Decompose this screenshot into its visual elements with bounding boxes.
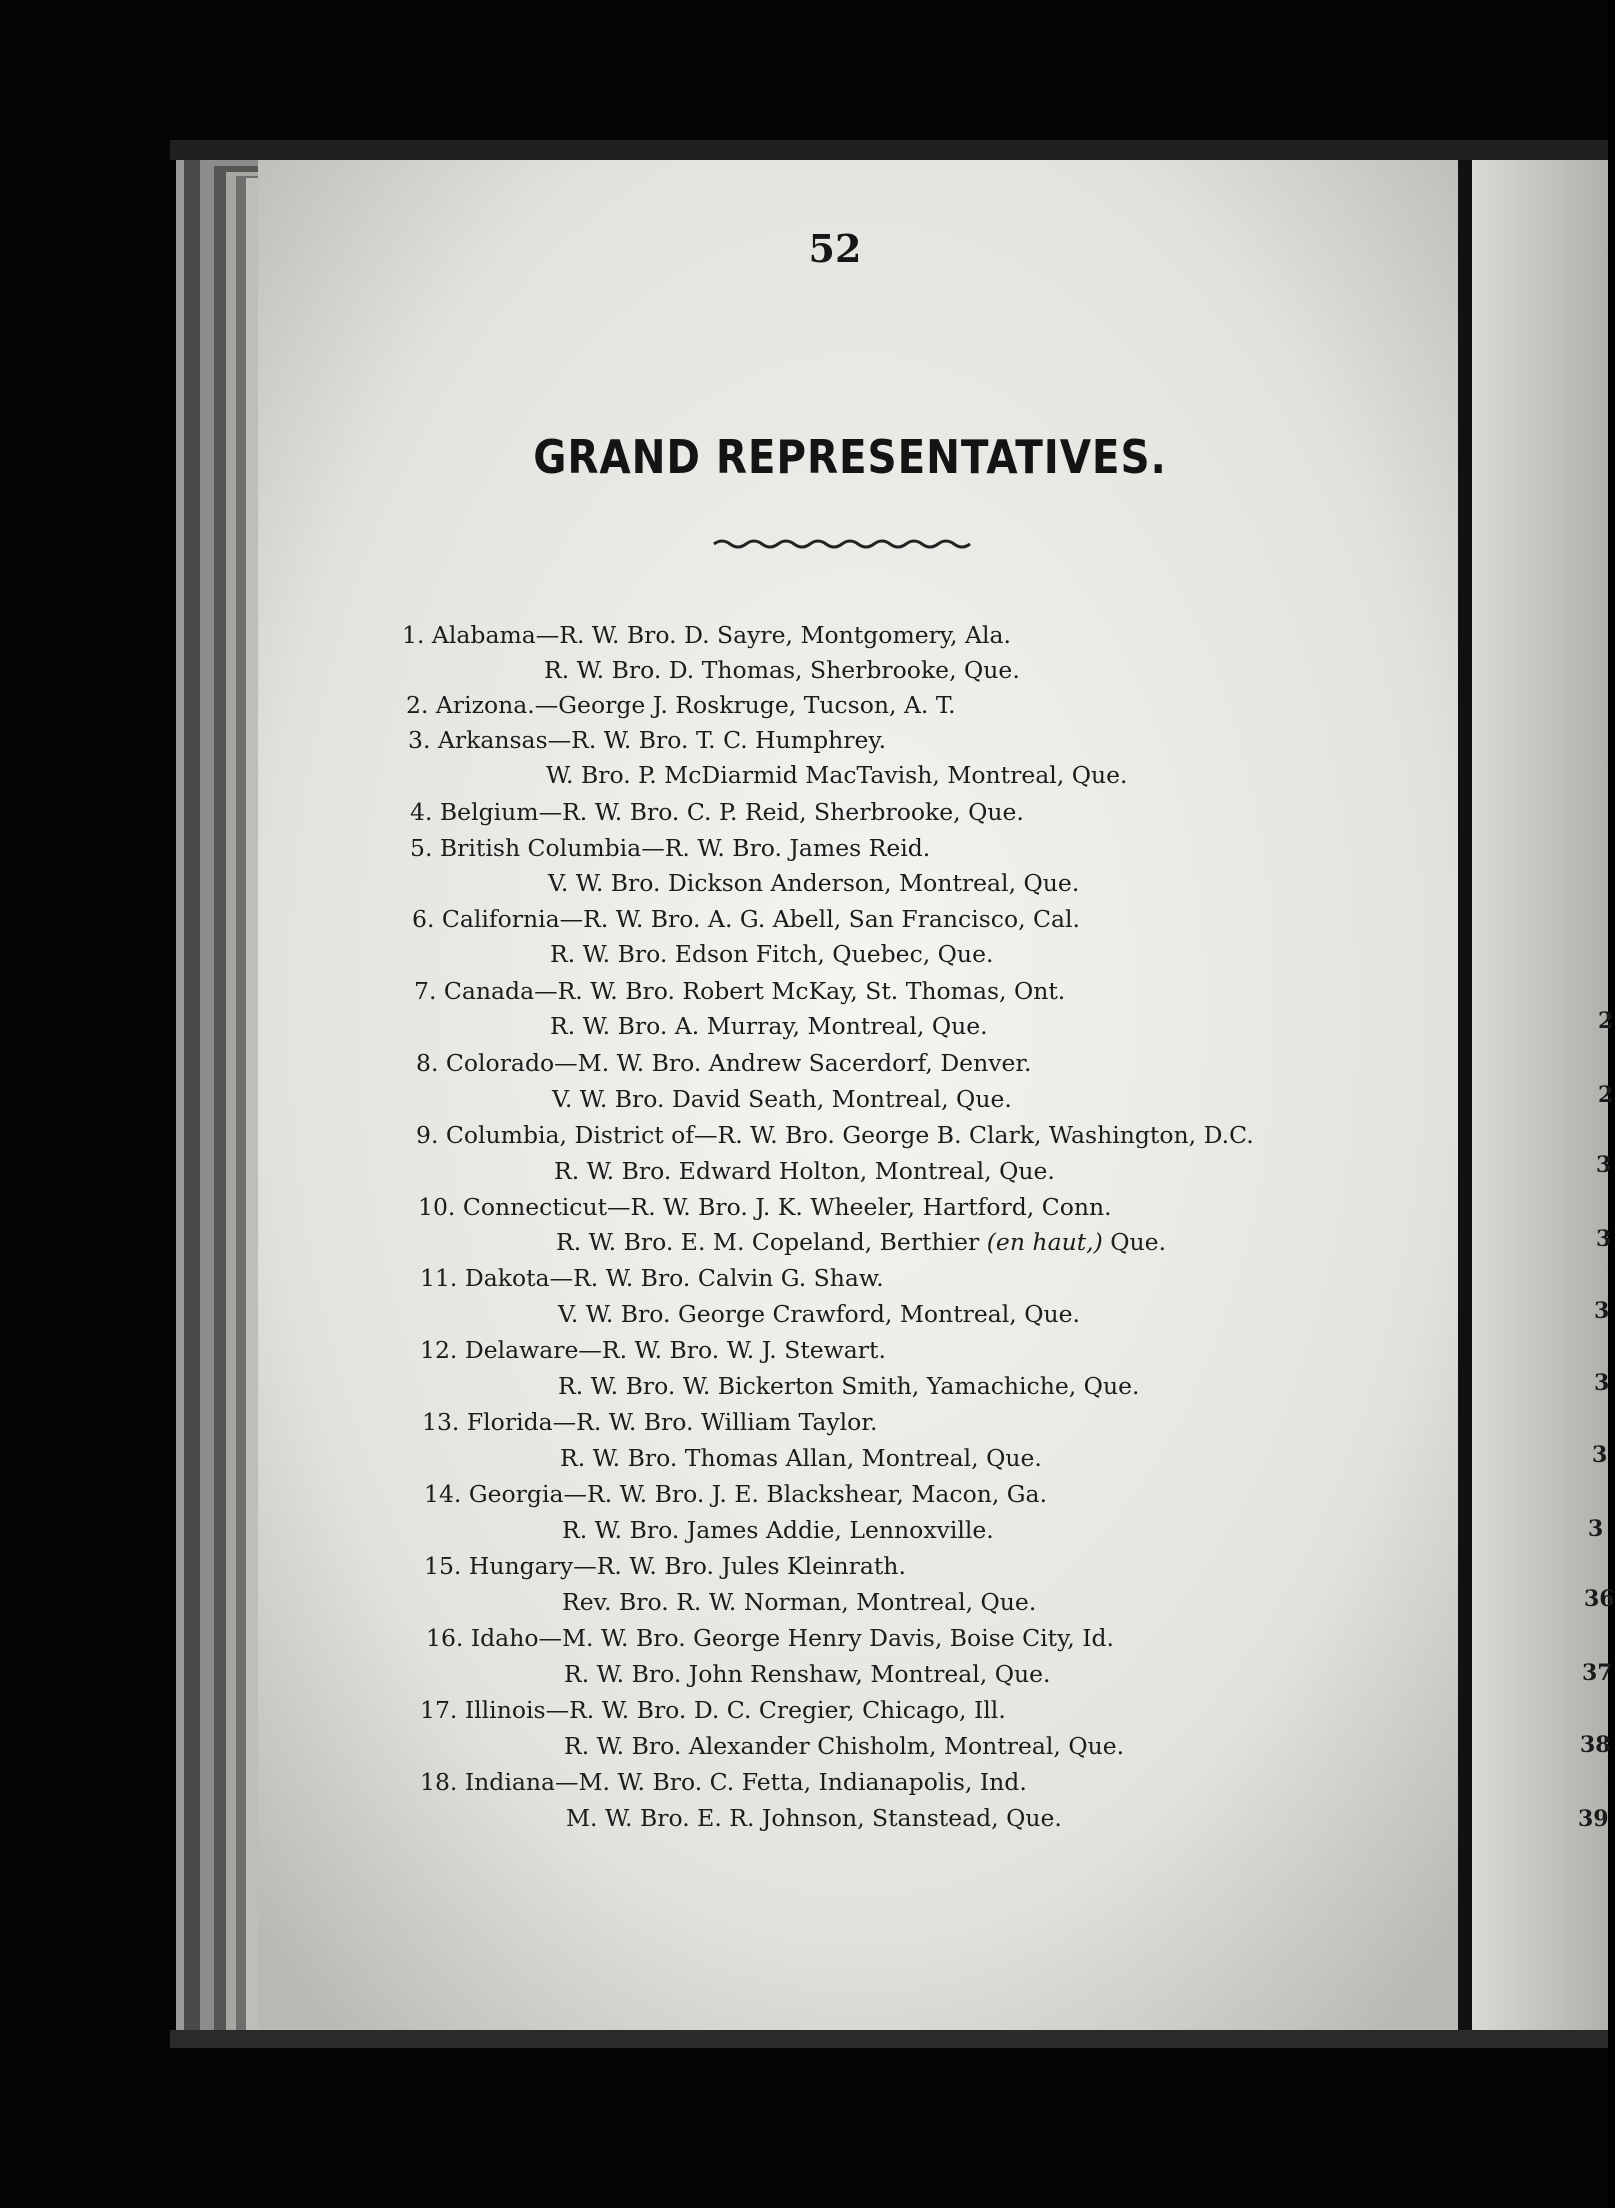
entry-after-note: Que. [1102,1228,1167,1256]
entry-representative: —R. W. Bro. Robert McKay, St. Thomas, Ont. [534,977,1066,1005]
list-item [414,977,1066,1005]
entry-representative: —R. W. Bro. D. Sayre, Montgomery, Ala. [535,621,1011,649]
entry-state: Colorado [445,1049,555,1077]
margin-number: 3 [1594,1298,1610,1324]
entry-state: Delaware [464,1336,579,1364]
entry-state: Georgia [468,1480,564,1508]
entry-representative: R. W. Bro. A. Murray, Montreal, Que. [550,1012,988,1040]
margin-number: 3 [1596,1226,1612,1252]
list-item [418,1193,1112,1221]
entry-state: Belgium [439,798,539,826]
margin-number: 2 [1598,1082,1614,1108]
entry-number: 13. [422,1408,460,1436]
list-item [410,798,1024,826]
entry-state: Canada [443,977,535,1005]
entry-representative: V. W. Bro. David Seath, Montreal, Que. [552,1085,1012,1113]
entry-state: Hungary [468,1552,574,1580]
entry-state: Connecticut [462,1193,608,1221]
margin-number: 3 [1592,1442,1608,1468]
entry-state: Indiana [464,1768,555,1796]
entry-representative: R. W. Bro. E. M. Copeland, Berthier [556,1228,980,1256]
margin-number: 36 [1584,1586,1615,1612]
entry-representative: —R. W. Bro. D. C. Cregier, Chicago, Ill. [545,1696,1006,1724]
entry-state: Arkansas [437,726,548,754]
entry-number: 17. [420,1696,458,1724]
entry-state: Dakota [464,1264,550,1292]
margin-number: 3 [1594,1370,1610,1396]
ornamental-divider [712,534,974,552]
list-item [416,1049,1032,1077]
entry-italic-note: (en haut,) [986,1228,1103,1256]
entry-representative: —R. W. Bro. William Taylor. [552,1408,878,1436]
margin-number: 3 [1588,1516,1604,1542]
list-item [426,1624,1114,1652]
list-item [420,1336,886,1364]
entry-number: 4. [410,798,433,826]
list-item [420,1768,1027,1796]
entry-state: Illinois [464,1696,546,1724]
list-item [412,905,1081,933]
entry-representative: —R. W. Bro. T. C. Humphrey. [547,726,887,754]
entry-representative: —R. W. Bro. W. J. Stewart. [578,1336,886,1364]
list-item [420,1264,884,1292]
list-item [410,834,931,862]
margin-number: 2 [1598,1008,1614,1034]
entry-representative: R. W. Bro. D. Thomas, Sherbrooke, Que. [544,656,1020,684]
entry-number: 1. [402,621,425,649]
entry-state: Columbia, District of [445,1121,695,1149]
list-item [406,691,956,719]
list-item [408,726,887,754]
entry-representative: M. W. Bro. E. R. Johnson, Stanstead, Que. [566,1804,1062,1832]
entry-state: California [441,905,560,933]
entry-number: 8. [416,1049,439,1077]
entry-representative: W. Bro. P. McDiarmid MacTavish, Montreal, Que. [546,761,1128,789]
entry-representative: —R. W. Bro. George B. Clark, Washington, D.C. [694,1121,1254,1149]
margin-number: 3 [1596,1152,1612,1178]
entry-number: 9. [416,1121,439,1149]
entry-representative: —M. W. Bro. George Henry Davis, Boise City, Id. [538,1624,1114,1652]
entry-state: Florida [466,1408,553,1436]
margin-number: 38 [1580,1732,1611,1758]
entry-representative: Rev. Bro. R. W. Norman, Montreal, Que. [562,1588,1037,1616]
entry-number: 14. [424,1480,462,1508]
list-item [402,621,1011,649]
entry-number: 7. [414,977,437,1005]
entry-representative: —M. W. Bro. Andrew Sacerdorf, Denver. [554,1049,1032,1077]
entry-representative: R. W. Bro. Thomas Allan, Montreal, Que. [560,1444,1042,1472]
entry-number: 6. [412,905,435,933]
entry-representative: —George J. Roskruge, Tucson, A. T. [534,691,956,719]
entry-number: 15. [424,1552,462,1580]
entry-representative: R. W. Bro. Alexander Chisholm, Montreal, Que. [564,1732,1125,1760]
entry-representative: —R. W. Bro. James Reid. [641,834,931,862]
list-item [416,1121,1254,1149]
entry-representative: —R. W. Bro. J. K. Wheeler, Hartford, Conn. [607,1193,1112,1221]
entry-representative-line [556,1228,1167,1256]
entry-representative: —M. W. Bro. C. Fetta, Indianapolis, Ind. [555,1768,1027,1796]
entry-representative: —R. W. Bro. C. P. Reid, Sherbrooke, Que. [538,798,1024,826]
entry-state: Arizona. [435,691,535,719]
entry-representative: —R. W. Bro. J. E. Blackshear, Macon, Ga. [563,1480,1048,1508]
entry-representative: R. W. Bro. Edson Fitch, Quebec, Que. [550,940,994,968]
margin-number: 37 [1582,1660,1613,1686]
entry-number: 2. [406,691,429,719]
entry-number: 16. [426,1624,464,1652]
entry-representative: V. W. Bro. George Crawford, Montreal, Que. [558,1300,1081,1328]
entry-state: Alabama [431,621,536,649]
page-number: 52 [808,226,862,271]
list-item [420,1696,1006,1724]
entry-representative: —R. W. Bro. Jules Kleinrath. [573,1552,906,1580]
entry-representative: —R. W. Bro. Calvin G. Shaw. [549,1264,884,1292]
entry-representative: R. W. Bro. W. Bickerton Smith, Yamachiche, Que. [558,1372,1140,1400]
entry-representative: —R. W. Bro. A. G. Abell, San Francisco, Cal. [559,905,1081,933]
entry-state: British Columbia [439,834,642,862]
list-item [424,1552,906,1580]
entry-number: 10. [418,1193,456,1221]
page-title: GRAND REPRESENTATIVES. [533,430,1167,484]
entry-number: 12. [420,1336,458,1364]
entry-number: 18. [420,1768,458,1796]
entry-representative: R. W. Bro. Edward Holton, Montreal, Que. [554,1157,1055,1185]
entry-number: 5. [410,834,433,862]
list-item [424,1480,1048,1508]
entry-number: 11. [420,1264,458,1292]
entry-representative: R. W. Bro. James Addie, Lennoxville. [562,1516,994,1544]
entry-state: Idaho [470,1624,539,1652]
list-item [422,1408,878,1436]
entry-number: 3. [408,726,431,754]
entry-representative: V. W. Bro. Dickson Anderson, Montreal, Que. [548,869,1080,897]
entry-representative: R. W. Bro. John Renshaw, Montreal, Que. [564,1660,1051,1688]
margin-number: 39 [1578,1806,1609,1832]
